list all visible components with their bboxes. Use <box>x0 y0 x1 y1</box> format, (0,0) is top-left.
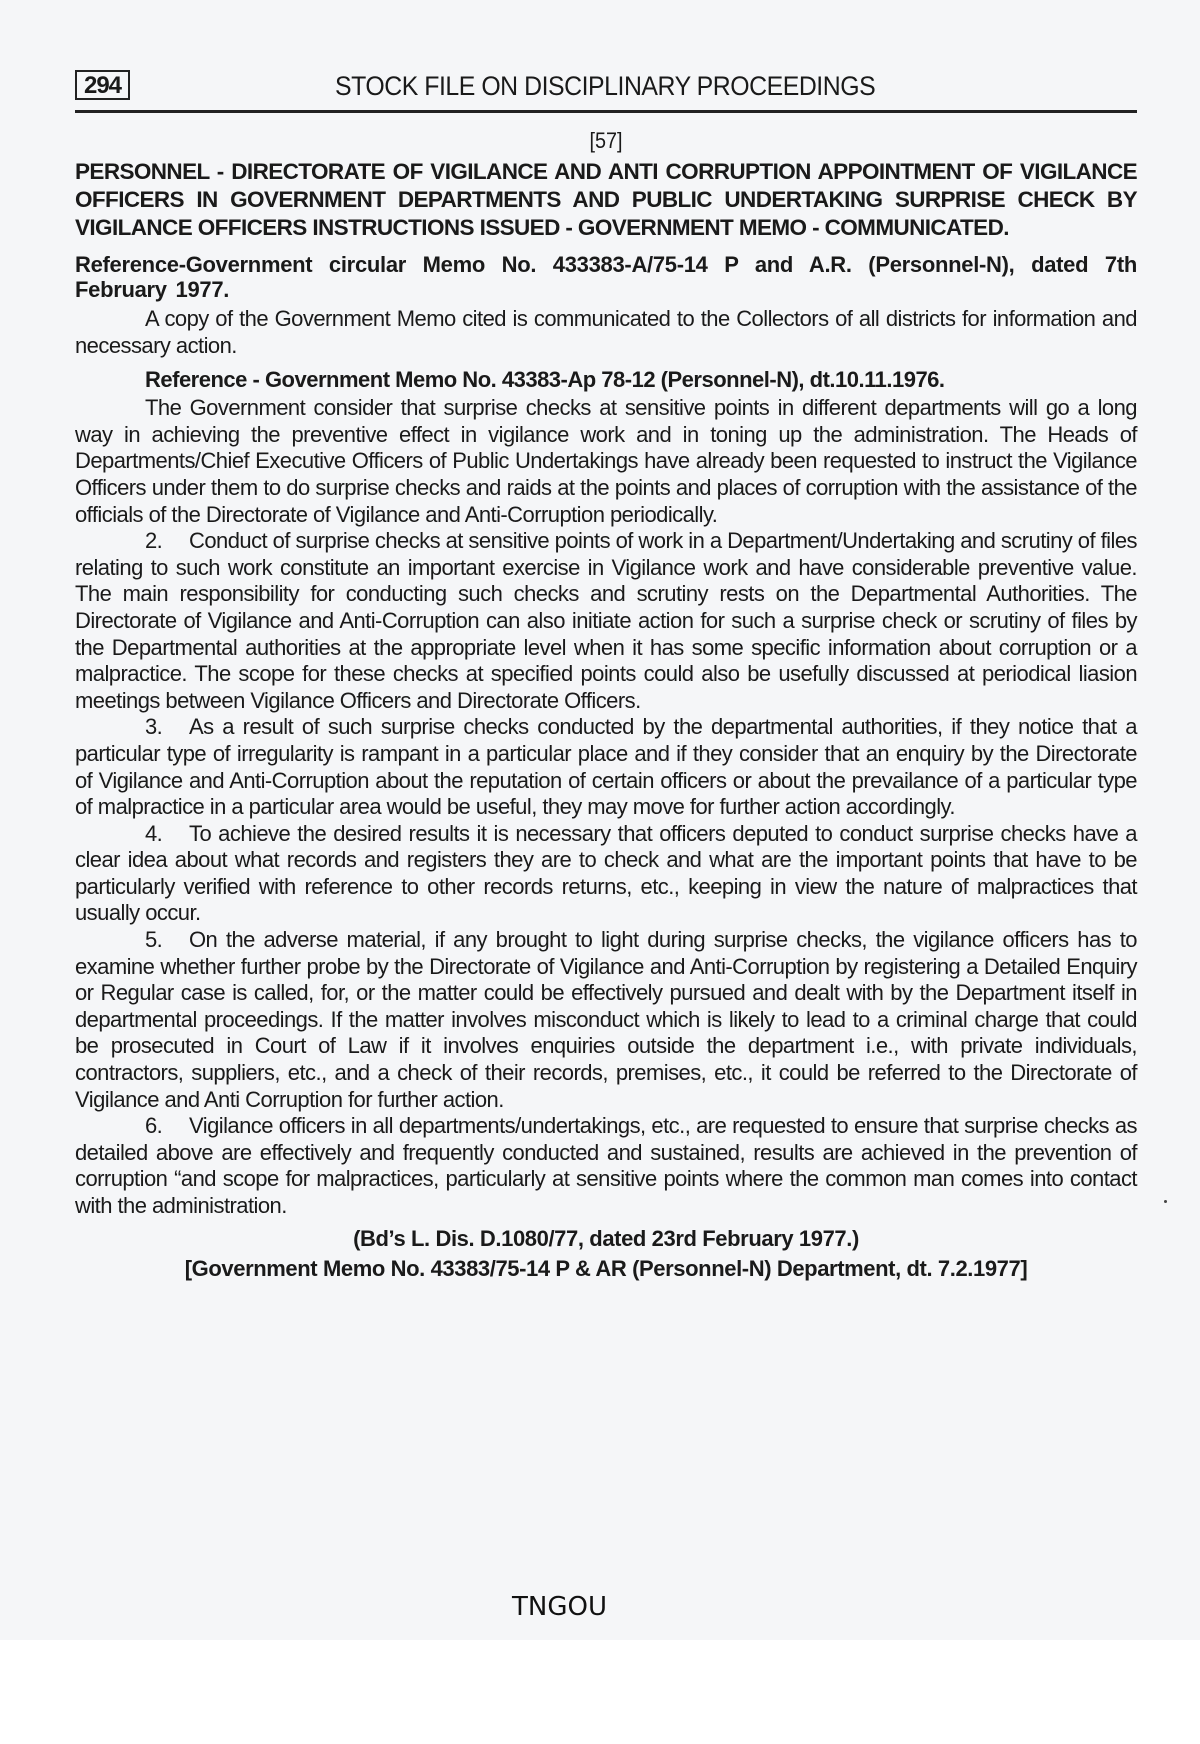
paragraph-number: 6. <box>145 1113 163 1139</box>
paragraph-text: On the adverse material, if any brought to light during surprise checks, the vigilance officers has to examine whether further probe by the Directorate of Vigilance and Anti-Corruption by registering a Detailed Enquiry or Regular case is called, for, or the matter could be effectively pursued and dealt with by the Department itself in departmental proceedings. If the matter involves misconduct which is likely to lead to a criminal charge that could be prosecuted in Court of Law if it involves enquiries outside the department i.e., with private individuals, contractors, suppliers, etc., and a check of their records, premises, etc., it could be referred to the Directorate of Vigilance and Anti Corruption for further action. <box>75 927 1137 1112</box>
paragraph-number: 3. <box>145 714 163 740</box>
paragraph-number: 5. <box>145 927 163 953</box>
paragraph-1 <box>75 395 1137 528</box>
subject-heading: PERSONNEL - DIRECTORATE OF VIGILANCE AND ANTI CORRUPTION APPOINTMENT OF VIGILANCE OFFICERS IN GOVERNMENT DEPARTMENTS AND PUBLIC UNDERTAKING SURPRISE CHECK BY VIGILANCE OFFICERS INSTRUCTIONS ISSUED - GOVERNMENT MEMO - COMMUNICATED. <box>75 159 1137 240</box>
paragraph-2 <box>75 528 1137 714</box>
item-number: [57] <box>589 128 623 153</box>
intro-paragraph: A copy of the Government Memo cited is communicated to the Collectors of all districts for information and necessary action. <box>75 306 1137 358</box>
paragraph-number: 4. <box>145 820 163 846</box>
paragraph-text: Conduct of surprise checks at sensitive points of work in a Department/Undertaking and scrutiny of files relating to such work constitute an important exercise in Vigilance work and have considerable preventive value. The main responsibility for conducting such checks and scrutiny rests on the Departmental Authorities. The Directorate of Vigilance and Anti-Corruption can also initiate action for such a surprise check or scrutiny of files by the Departmental authorities at the appropriate level when it has some specific information about corruption or a malpractice. The scope for these checks at specified points could also be usefully discussed at periodical liasion meetings between Vigilance Officers and Directorate Officers. <box>75 528 1137 713</box>
document-body <box>75 126 1137 1284</box>
reference-line-1: Reference-Government circular Memo No. 433383-A/75-14 P and A.R. (Personnel-N), dated 7th February 1977. <box>75 252 1137 302</box>
paragraph-number: 2. <box>145 528 163 554</box>
running-title: STOCK FILE ON DISCIPLINARY PROCEEDINGS <box>335 71 876 101</box>
paragraph-6 <box>75 1113 1137 1219</box>
government-memo-reference: [Government Memo No. 43383/75-14 P & AR (Personnel-N) Department, dt. 7.2.1977] <box>184 1255 1028 1281</box>
paragraph-text: The Government consider that surprise checks at sensitive points in different departments will go a long way in achieving the preventive effect in vigilance work and in toning up the administration. The Heads of Departments/Chief Executive Officers of Public Undertakings have already been requested to instruct the Vigilance Officers under them to do surprise checks and raids at the points and places of corruption with the assistance of the officials of the Directorate of Vigilance and Anti-Corruption periodically. <box>75 395 1137 527</box>
page-number-box: 294 <box>75 70 130 100</box>
reference-line-2: Reference - Government Memo No. 43383-Ap 78-12 (Personnel-N), dt.10.11.1976. <box>145 367 945 393</box>
scan-speck <box>1164 1200 1167 1203</box>
footer-watermark: TNGOU <box>512 1592 607 1622</box>
paragraph-text: As a result of such surprise checks conducted by the departmental authorities, if they notice that a particular type of irregularity is rampant in a particular place and if they consider that an enquiry by the Directorate of Vigilance and Anti-Corruption about the reputation of certain officers or about the prevailance of a particular type of malpractice in a particular area would be useful, they may move for further action accordingly. <box>75 714 1137 820</box>
paragraph-text: Vigilance officers in all departments/undertakings, etc., are requested to ensure that surprise checks as detailed above are effectively and frequently conducted and sustained, results are achieved in the prevention of corruption “and scope for malpractices, particularly at sensitive points where the common man comes into contact with the administration. <box>75 1113 1137 1218</box>
board-reference: (Bd’s L. Dis. D.1080/77, dated 23rd February 1977.) <box>353 1225 859 1251</box>
paragraph-5 <box>75 927 1137 1113</box>
page-header <box>75 68 1137 114</box>
paragraph-text: To achieve the desired results it is necessary that officers deputed to conduct surprise checks have a clear idea about what records and registers they are to check and what are the important points that have to be particularly verified with reference to other records returns, etc., keeping in view the nature of malpractices that usually occur. <box>75 820 1137 926</box>
header-rule <box>75 110 1137 113</box>
paragraph-4 <box>75 821 1137 927</box>
paragraph-3 <box>75 714 1137 820</box>
